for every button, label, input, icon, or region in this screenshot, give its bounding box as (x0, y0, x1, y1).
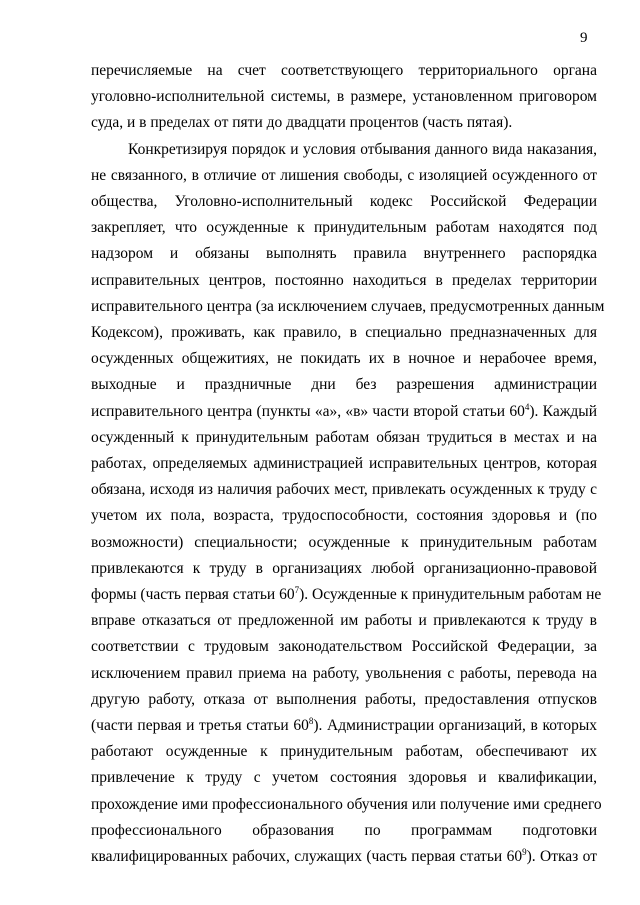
text-line: работают осужденные к принудительным работам, обеспечивают их (91, 743, 597, 761)
text-line: привлечение к труду с учетом состояния здоровья и квалификации, (91, 769, 597, 787)
text-line: перечисляемые на счет соответствующего территориального органа (91, 62, 597, 79)
text-line: Конкретизируя порядок и условия отбывания данного вида наказания, (128, 140, 597, 158)
text-line: обязана, исходя из наличия рабочих мест, привлекать осужденных к труду с (91, 481, 597, 499)
text-line: профессионального образования по программам подготовки (91, 821, 597, 839)
footnote-marker: 8 (308, 716, 314, 727)
paragraph (91, 137, 605, 871)
text-line: надзором и обязаны выполнять правила внутреннего распорядка (91, 245, 597, 263)
text-segment: формы (часть первая статьи 60 (91, 586, 295, 604)
text-segment: (части первая и третья статьи 60 (91, 717, 309, 735)
text-line: соответствии с трудовым законодательством Российской Федерации, за (91, 638, 597, 656)
text-line: прохождение ими профессионального обучения или получение ими среднего (91, 795, 602, 813)
footnote-marker: 4 (524, 401, 530, 412)
text-segment: ). Отказ от (526, 848, 597, 866)
text-line: возможности) специальности; осужденные к принудительным работам (91, 533, 597, 551)
page-number: 9 (580, 30, 588, 46)
text-line: не связанного, в отличие от лишения свободы, с изоляцией осужденного от (91, 166, 597, 184)
text-line: суда, и в пределах от пяти до двадцати процентов (часть пятая). (91, 114, 513, 132)
text-line: исправительного центра (за исключением случаев, предусмотренных данным (91, 297, 605, 315)
text-line: привлекаются к труду в организациях любой организационно-правовой (91, 559, 597, 577)
body-text (91, 58, 605, 870)
text-line (91, 713, 597, 739)
text-segment: квалифицированных рабочих, служащих (часть первая статьи 60 (91, 848, 523, 866)
text-line: выходные и праздничные дни без разрешения администрации (91, 376, 597, 394)
paragraph (91, 58, 597, 137)
text-line (91, 399, 597, 425)
text-segment: ). Осужденные к принудительным работам не (299, 586, 602, 604)
text-line: работах, определяемых администрацией исправительных центров, которая (91, 455, 597, 473)
text-line: вправе отказаться от предложенной им работы и привлекаются к труду в (91, 612, 597, 630)
text-line: уголовно-исполнительной системы, в размере, установленном приговором (91, 88, 597, 106)
text-segment: ). Каждый (529, 402, 597, 420)
text-line: закрепляет, что осужденные к принудительным работам находятся под (91, 219, 597, 237)
text-line (91, 582, 602, 608)
text-line: осужденный к принудительным работам обязан трудиться в местах и на (91, 428, 597, 446)
text-line: учетом их пола, возраста, трудоспособности, состояния здоровья и (по (91, 507, 597, 525)
footnote-marker: 9 (522, 847, 527, 858)
text-line: другую работу, отказа от выполнения работы, предоставления отпусков (91, 690, 597, 708)
text-line: осужденных общежитиях, не покидать их в ночное и нерабочее время, (91, 350, 597, 368)
footnote-marker: 7 (294, 585, 300, 596)
text-line: Кодексом), проживать, как правило, в специально предназначенных для (91, 324, 597, 342)
text-line (91, 844, 597, 870)
text-line: исправительных центров, постоянно находиться в пределах территории (91, 271, 597, 289)
text-line: исключением правил приема на работу, увольнения с работы, перевода на (91, 664, 597, 682)
text-segment: исправительного центра (пункты «а», «в» части второй статьи 60 (91, 402, 525, 420)
text-line: общества, Уголовно-исполнительный кодекс Российской Федерации (91, 193, 597, 211)
text-segment: ). Администрации организаций, в которых (313, 717, 597, 735)
